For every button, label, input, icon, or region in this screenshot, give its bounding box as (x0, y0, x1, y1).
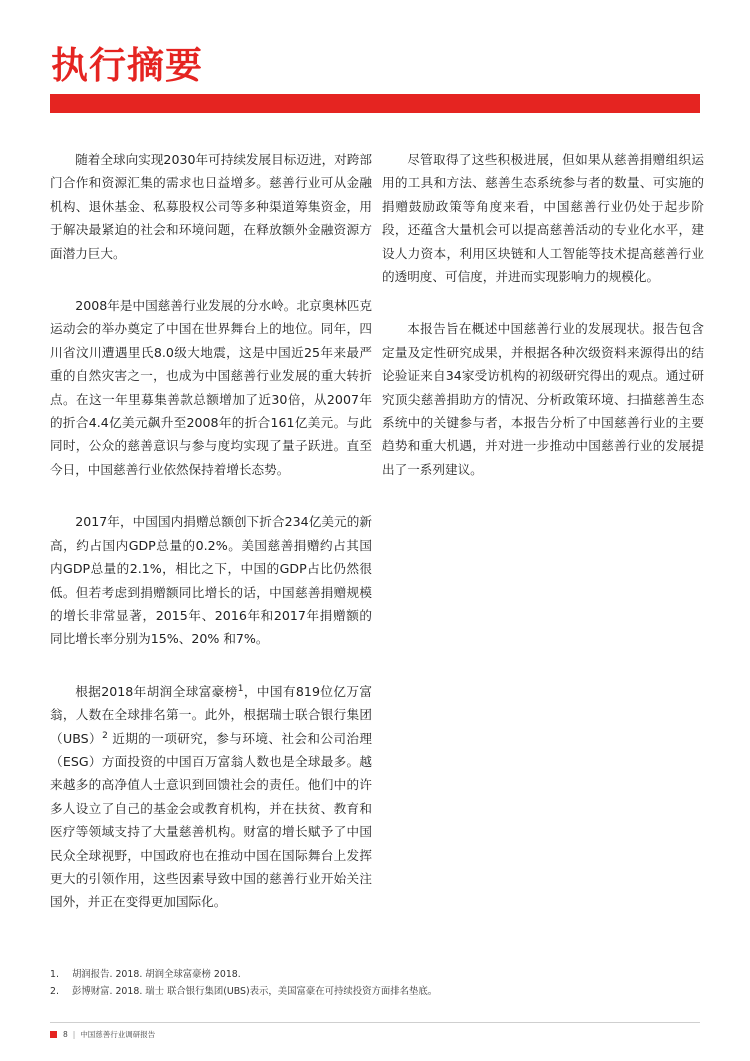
footnote-number: 2. (50, 986, 59, 997)
footer-separator: | (72, 1029, 76, 1039)
body-paragraph: 随着全球向实现2030年可持续发展目标迈进，对跨部门合作和资源汇集的需求也日益增多。慈善行业可从金融机构、退休基金、私募股权公司等多种渠道筹集资金，用于解决最紧迫的社会和环境问题，在释放额外金融资源方面潜力巨大。 (50, 152, 372, 261)
body-paragraph: 本报告旨在概述中国慈善行业的发展现状。报告包含定量及定性研究成果，并根据各种次级资料来源得出的结论验证来自34家受访机构的初级研究得出的观点。通过研究顶尖慈善捐助方的情况、分析政策环境、扫描慈善生态系统中的关键参与者，本报告分析了中国慈善行业的主要趋势和重大机遇，并对进一步推动中国慈善行业的发展提出了一系列建议。 (382, 321, 704, 477)
body-paragraph (50, 680, 372, 914)
footnote-text: 胡润报告. 2018. 胡润全球富豪榜 2018. (72, 969, 241, 980)
footnote-text: 彭博财富. 2018. 瑞士 联合银行集团(UBS)表示，美国富豪在可持续投资方面排名垫底。 (72, 986, 438, 997)
footnote (50, 983, 700, 1000)
page-title: 执行摘要 (51, 44, 203, 87)
body-paragraph: 尽管取得了这些积极进展，但如果从慈善捐赠组织运用的工具和方法、慈善生态系统参与者的数量、可实施的捐赠鼓励政策等角度来看，中国慈善行业仍处于起步阶段，还蕴含大量机会可以提高慈善活动的专业化水平，建设人力资本，利用区块链和人工智能等技术提高慈善行业的透明度、可信度，并进而实现影响力的规模化。 (382, 152, 704, 285)
left-column (50, 148, 372, 943)
footnote-reference[interactable]: 1 (237, 683, 244, 694)
page-number: 8 (63, 1029, 68, 1039)
title-accent-bar (50, 94, 700, 113)
body-paragraph: 2008年是中国慈善行业发展的分水岭。北京奥林匹克运动会的举办奠定了中国在世界舞台上的地位。同年，四川省汶川遭遇里氏8.0级大地震，这是中国近25年来最严重的自然灾害之一，也成为中国慈善行业发展的重大转折点。在这一年里募集善款总额增加了近30倍，从2007年的折合4.4亿美元飙升至2008年的折合161亿美元。与此同时，公众的慈善意识与参与度均实现了量子跃进。直至今日，中国慈善行业依然保持着增长态势。 (50, 298, 372, 477)
footnotes (50, 966, 700, 1000)
page-footer (50, 1028, 155, 1040)
report-name: 中国慈善行业调研报告 (80, 1029, 156, 1039)
footnote-reference[interactable]: 2 (102, 730, 108, 741)
paragraph-text: 根据2018年胡润全球富豪榜 (75, 683, 238, 699)
footnote-number: 1. (50, 969, 59, 980)
paragraph-text: 近期的一项研究，参与环境、社会和公司治理（ESG）方面投资的中国百万富翁人数也是全球最多。越来越多的高净值人士意识到回馈社会的责任。他们中的许多人设立了自己的基金会或教育机构，并在扶贫、教育和医疗等领域支持了大量慈善机构。财富的增长赋予了中国民众全球视野，中国政府也在推动中国在国际舞台上发挥更大的引领作用，这些因素导致中国的慈善行业开始关注国外，并正在变得更加国际化。 (50, 730, 372, 910)
paragraph-text: ，中国有819位亿万富翁，人数在全球排名第一。此外，根据瑞士联合银行集团（UBS） (50, 683, 372, 746)
footer-divider (50, 1022, 700, 1023)
footer-marker-icon (50, 1031, 57, 1038)
right-column (382, 148, 704, 510)
body-paragraph: 2017年，中国国内捐赠总额创下折合234亿美元的新高，约占国内GDP总量的0.2%。美国慈善捐赠约占其国内GDP总量的2.1%，相比之下，中国的GDP占比仍然很低。但若考虑到捐赠额同比增长的话，中国慈善捐赠规模的增长非常显著，2015年、2016年和2017年捐赠额的同比增长率分别为15%、20% 和7%。 (50, 514, 372, 647)
footnote (50, 966, 700, 983)
